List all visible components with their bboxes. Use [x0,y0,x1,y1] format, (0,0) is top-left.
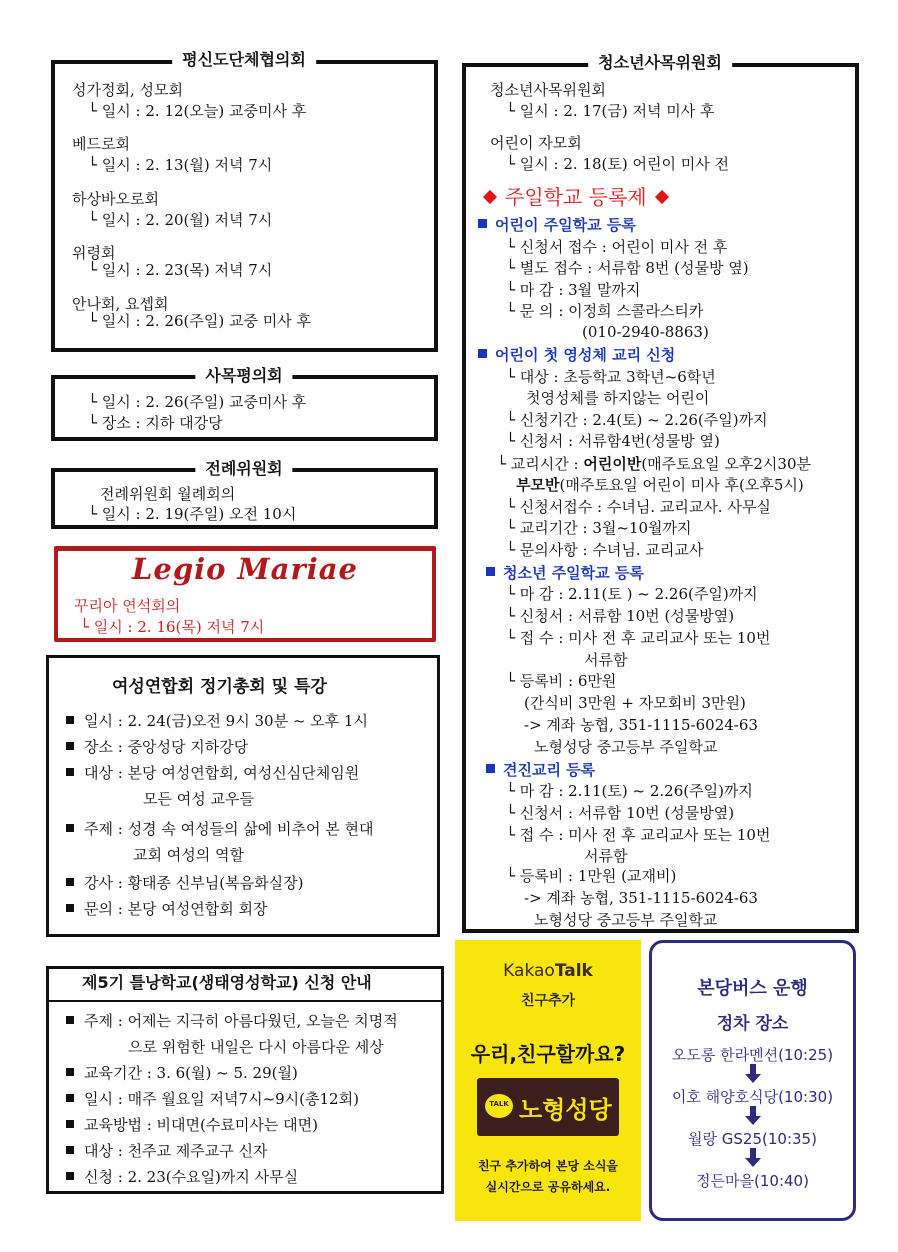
eco-line-1b: 으로 위험한 내일은 다시 아름다운 세상 [128,1038,384,1056]
kids-line: └ 문 의 : 이정희 스콜라스티카 [506,302,704,320]
diamond-icon [483,189,497,203]
pyeongsin-item-name: 베드로회 [72,135,130,153]
kakao-footer: 친구 추가하여 본당 소식을 [477,1159,619,1173]
teen-line: -> 계좌 농협, 351-1115-6024-63 [524,716,758,734]
women-line-5: 강사 : 황태종 신부님(복음화실장) [66,873,303,893]
bus-stop: 정든마을(10:40) [696,1172,809,1190]
bullet-icon [66,1120,74,1128]
pyeongsin-item-detail: └ 일시 : 2. 13(월) 저녁 7시 [88,156,273,174]
communion-line: └ 신청서접수 : 수녀님. 교리교사. 사무실 [506,498,771,516]
bus-title: 본당버스 운행 [697,978,808,999]
eco-line-3: 일시 : 매주 월요일 저녁7시~9시(총12회) [66,1089,359,1109]
teen-line: └ 접 수 : 미사 전 후 교리교사 또는 10번 [506,629,771,647]
communion-line: └ 교리기간 : 3월~10월까지 [506,519,692,537]
bullet-icon [66,768,74,776]
communion-title: 어린이 첫 영성체 교리 신청 [478,345,675,365]
kakao-footer: 실시간으로 공유하세요. [485,1180,611,1194]
youth-intro: └ 일시 : 2. 17(금) 저녁 미사 후 [506,102,715,120]
teen-line: 서류함 [584,651,628,669]
eco-line-1: 주제 : 어제는 지극히 아름다웠던, 오늘은 치명적 [66,1011,398,1031]
kids-title: 어린이 주일학교 등록 [478,215,636,235]
bullet-icon [66,824,74,832]
pyeongsin-item-name: 위령회 [72,244,116,262]
kakao-brand: KakaoTalk [503,961,593,981]
confirm-title: 견진교리 등록 [486,760,595,780]
women-line-3: 대상 : 본당 여성연합회, 여성신심단체임원 [66,763,359,783]
confirm-line: 서류함 [584,847,628,865]
samok-line: └ 일시 : 2. 26(주일) 교중미사 후 [88,393,307,411]
bullet-icon [66,1094,74,1102]
bus-stop: 오도롱 한라멘션(10:25) [671,1046,834,1064]
pyeongsin-item-detail: └ 일시 : 2. 23(목) 저녁 7시 [88,261,273,279]
jeollye-line: └ 일시 : 2. 19(주일) 오전 10시 [88,505,297,523]
pyeongsin-item-name: 성가정회, 성모회 [72,81,183,99]
bullet-icon [66,1172,74,1180]
teen-line: └ 신청서 : 서류함 10번 (성물방옆) [506,607,735,625]
kids-line: └ 마 감 : 3월 말까지 [506,281,641,299]
communion-line: 첫영성체를 하지않는 어린이 [526,389,710,407]
women-line-2: 장소 : 중앙성당 지하강당 [66,737,248,757]
teen-line: └ 마 감 : 2.11(토 ) ~ 2.26(주일)까지 [506,585,758,603]
bus-stop: 월랑 GS25(10:35) [688,1130,817,1148]
kakao-channel-button[interactable] [477,1078,619,1136]
confirm-line: └ 마 감 : 2.11(토) ~ 2.26(주일)까지 [506,782,753,800]
kakao-slogan: 우리,친구할까요? [470,1042,626,1066]
kids-line: (010-2940-8863) [582,323,709,341]
bullet-icon [66,878,74,886]
communion-line: └ 문의사항 : 수녀님. 교리교사 [506,541,704,559]
legio-line: 꾸리아 연석회의 [74,597,181,615]
jeollye-title: 전례위원회 [195,456,292,479]
bus-panel [649,940,856,1221]
legio-logo: Legio Mariae [131,552,358,586]
pyeongsin-item-name: 하상바오로회 [72,190,159,208]
teen-line: (간식비 3만원 + 자모회비 3만원) [524,694,746,712]
youth-intro: └ 일시 : 2. 18(토) 어린이 미사 전 [506,155,729,173]
bullet-icon [478,349,487,358]
communion-line: └ 신청서 : 서류함4번(성물방 옆) [506,432,720,450]
pyeongsin-item-detail: └ 일시 : 2. 26(주일) 교중 미사 후 [88,312,311,330]
confirm-line: -> 계좌 농협, 351-1115-6024-63 [524,889,758,907]
youth-intro: 어린이 자모회 [490,134,582,152]
communion-line: └ 신청기간 : 2.4(토) ~ 2.26(주일)까지 [506,411,768,429]
bullet-icon [486,567,495,576]
eco-line-4: 교육방법 : 비대면(수료미사는 대면) [66,1115,318,1135]
samok-line: └ 장소 : 지하 대강당 [88,414,223,432]
bullet-icon [66,1146,74,1154]
pyeongsin-item-detail: └ 일시 : 2. 12(오늘) 교중미사 후 [88,102,307,120]
kakao-add: 친구추가 [520,993,576,1009]
bullet-icon [66,904,74,912]
kakao-channel-name: 노형성당 [519,1096,612,1124]
bullet-icon [486,764,495,773]
eco-line-5: 대상 : 천주교 제주교구 신자 [66,1141,268,1161]
communion-time: └ 교리시간 : 어린이반(매주토요일 오후2시30분 [497,455,811,473]
bullet-icon [66,1068,74,1076]
jeollye-line: 전례위원회 월례회의 [100,485,236,503]
teen-line: └ 등록비 : 6만원 [506,672,617,690]
legio-line: └ 일시 : 2. 16(목) 저녁 7시 [80,618,265,636]
women-line-1: 일시 : 2. 24(금)오전 9시 30분 ~ 오후 1시 [66,711,368,731]
confirm-line: └ 신청서 : 서류함 10번 (성물방옆) [506,804,735,822]
youth-title: 청소년사목위원회 [588,50,732,73]
eco-title-underline [46,1000,444,1002]
bus-subtitle: 정차 장소 [716,1014,789,1034]
bullet-icon [478,219,487,228]
kids-line: └ 신청서 접수 : 어린이 미사 전 후 [506,238,728,256]
bullet-icon [66,1016,74,1024]
women-line-4b: 교회 여성의 역할 [133,846,244,864]
confirm-line: └ 등록비 : 1만원 (교재비) [506,867,677,885]
pyeongsin-item-detail: └ 일시 : 2. 20(월) 저녁 7시 [88,211,273,229]
eco-line-6: 신청 : 2. 23(수요일)까지 사무실 [66,1167,298,1187]
sunday-school-heading: 주일학교 등록제 [475,184,677,210]
eco-line-2: 교육기간 : 3. 6(월) ~ 5. 29(월) [66,1063,298,1083]
bullet-icon [66,716,74,724]
pyeongsin-title: 평신도단체협의회 [172,47,316,70]
women-line-3b: 모든 여성 교우들 [143,790,254,808]
eco-title: 제5기 틀낭학교(생태영성학교) 신청 안내 [82,973,372,992]
pyeongsin-item-name: 안나회, 요셉회 [72,295,169,313]
confirm-line: └ 접 수 : 미사 전 후 교리교사 또는 10번 [506,826,771,844]
communion-line: └ 대상 : 초등학교 3학년~6학년 [506,368,716,386]
teen-title: 청소년 주일학교 등록 [486,563,644,583]
women-line-4: 주제 : 성경 속 여성들의 삶에 비추어 본 현대 [66,819,374,839]
kids-line: └ 별도 접수 : 서류함 8번 (성물방 옆) [506,259,749,277]
teen-line: 노형성당 중고등부 주일학교 [534,738,718,756]
women-title: 여성연합회 정기총회 및 특강 [112,677,327,697]
kakao-talk-icon: TALK [485,1094,513,1118]
women-line-6: 문의 : 본당 여성연합회 회장 [66,899,268,919]
samok-title: 사목평의회 [195,363,292,386]
confirm-line: 노형성당 중고등부 주일학교 [534,911,718,929]
communion-parent: 부모반(매주토요일 어린이 미사 후(오후5시) [516,476,804,494]
bullet-icon [66,742,74,750]
youth-intro: 청소년사목위원회 [490,81,606,99]
bus-stop: 이호 해양호식당(10:30) [671,1088,834,1106]
diamond-icon [655,189,669,203]
